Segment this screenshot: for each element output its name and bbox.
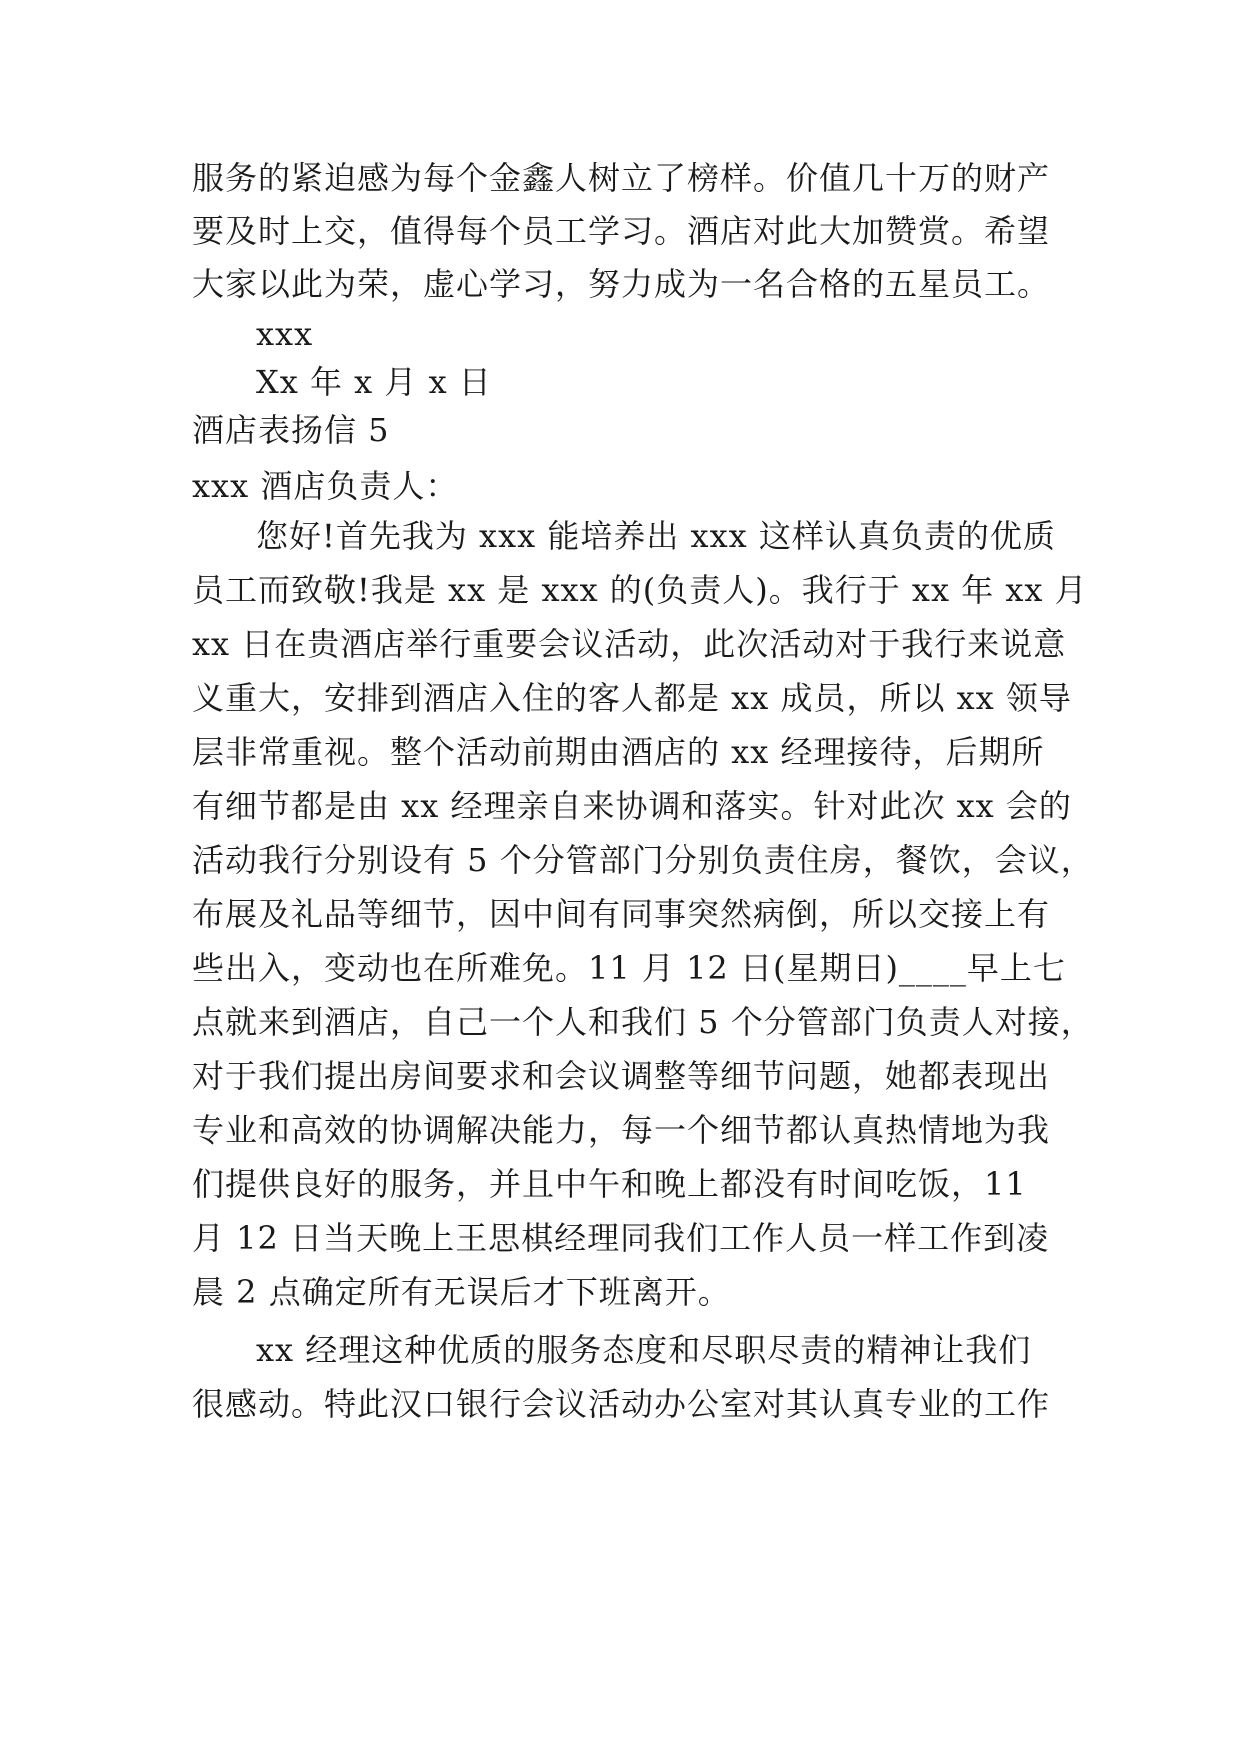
text-line: 们提供良好的服务，并且中午和晚上都没有时间吃饭，11: [192, 1165, 1027, 1203]
text-line: 有细节都是由 xx 经理亲自来协调和落实。针对此次 xx 会的: [192, 787, 1072, 825]
text-line: xx 经理这种优质的服务态度和尽职尽责的精神让我们: [256, 1331, 1032, 1369]
text-line: 层非常重视。整个活动前期由酒店的 xx 经理接待，后期所: [192, 733, 1045, 771]
text-line: 布展及礼品等细节，因中间有同事突然病倒，所以交接上有: [192, 895, 1051, 933]
date-line: Xx 年 x 月 x 日: [256, 363, 492, 401]
letter-heading: 酒店表扬信 5: [192, 411, 390, 449]
text-line: 员工而致敬!我是 xx 是 xxx 的(负责人)。我行于 xx 年 xx 月: [192, 571, 1088, 609]
text-line: 义重大，安排到酒店入住的客人都是 xx 成员，所以 xx 领导: [192, 679, 1072, 717]
text-line: 对于我们提出房间要求和会议调整等细节问题，她都表现出: [192, 1057, 1051, 1095]
text-line: xx 日在贵酒店举行重要会议活动，此次活动对于我行来说意: [192, 625, 1067, 663]
salutation: xxx 酒店负责人：: [192, 467, 459, 505]
text-line: 您好!首先我为 xxx 能培养出 xxx 这样认真负责的优质: [256, 517, 1056, 555]
text-line: 月 12 日当天晚上王思棋经理同我们工作人员一样工作到凌: [192, 1219, 1050, 1257]
text-line: 晨 2 点确定所有无误后才下班离开。: [192, 1273, 731, 1311]
text-line: 点就来到酒店，自己一个人和我们 5 个分管部门负责人对接，: [192, 1003, 1094, 1041]
text-line: 很感动。特此汉口银行会议活动办公室对其认真专业的工作: [192, 1385, 1051, 1423]
text-line: 服务的紧迫感为每个金鑫人树立了榜样。价值几十万的财产: [192, 159, 1051, 197]
text-line: 专业和高效的协调解决能力，每一个细节都认真热情地为我: [192, 1111, 1051, 1149]
text-line: 些出入，变动也在所难免。11 月 12 日(星期日)____早上七: [192, 949, 1066, 987]
signature: xxx: [256, 315, 314, 353]
text-line: 大家以此为荣，虚心学习，努力成为一名合格的五星员工。: [192, 265, 1051, 303]
text-line: 要及时上交，值得每个员工学习。酒店对此大加赞赏。希望: [192, 212, 1051, 250]
text-line: 活动我行分别设有 5 个分管部门分别负责住房，餐饮，会议，: [192, 841, 1094, 879]
